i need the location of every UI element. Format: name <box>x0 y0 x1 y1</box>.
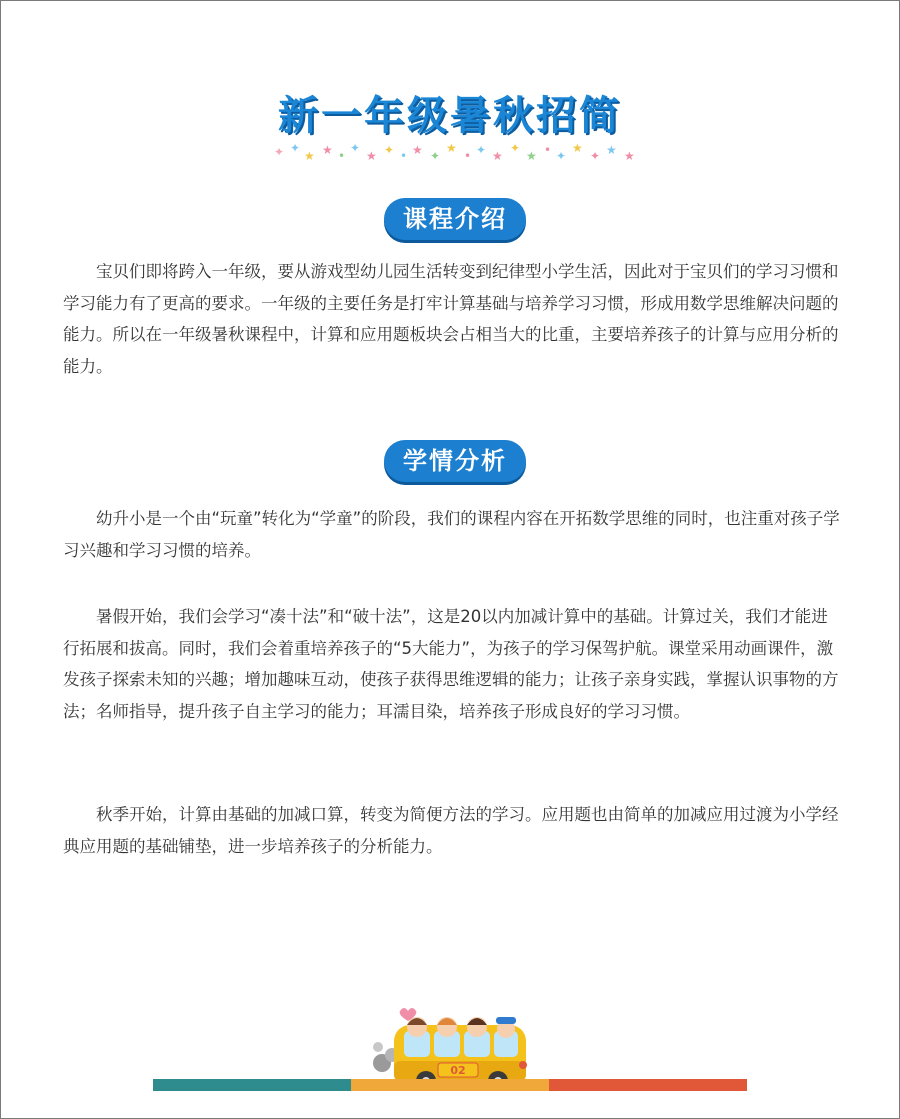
section-heading-course-intro: 课程介绍 <box>384 198 526 240</box>
svg-text:★: ★ <box>304 149 315 163</box>
svg-text:•: • <box>338 149 346 163</box>
svg-text:★: ★ <box>526 149 537 163</box>
svg-text:★: ★ <box>322 143 333 157</box>
analysis-paragraph-2: 暑假开始，我们会学习“凑十法”和“破十法”，这是20以内加减计算中的基础。计算过关，我们才能进行拓展和拔高。同时，我们会着重培养孩子的“5大能力”，为孩子的学习保驾护航。课堂采用动画课件，激发孩子探索未知的兴趣；增加趣味互动，使孩子获得思维逻辑的能力；让孩子亲身实践，掌握认识事物的方法；名师指导，提升孩子自主学习的能力；耳濡目染，培养孩子形成良好的学习习惯。 <box>63 607 839 721</box>
decorative-stars <box>270 140 640 168</box>
svg-text:✦: ✦ <box>510 141 521 155</box>
svg-text:★: ★ <box>572 141 583 155</box>
svg-text:✦: ✦ <box>590 149 601 163</box>
svg-text:✦: ✦ <box>430 149 441 163</box>
analysis-paragraph-3: 秋季开始，计算由基础的加减口算，转变为简便方法的学习。应用题也由简单的加减应用过渡为小学经典应用题的基础铺垫，进一步培养孩子的分析能力。 <box>63 805 839 856</box>
svg-text:•: • <box>464 149 472 163</box>
analysis-paragraph-1: 幼升小是一个由“玩童”转化为“学童”的阶段，我们的课程内容在开拓数学思维的同时，也注重对孩子学习兴趣和学习习惯的培养。 <box>63 509 840 560</box>
svg-text:★: ★ <box>492 149 503 163</box>
svg-text:✦: ✦ <box>274 145 285 159</box>
svg-text:★: ★ <box>366 149 377 163</box>
section-heading-learning-analysis: 学情分析 <box>384 440 526 482</box>
svg-text:•: • <box>544 143 552 157</box>
svg-text:✦: ✦ <box>290 141 301 155</box>
course-intro-paragraph: 宝贝们即将跨入一年级，要从游戏型幼儿园生活转变到纪律型小学生活，因此对于宝贝们的学习习惯和学习能力有了更高的要求。一年级的主要任务是打牢计算基础与培养学习习惯，形成用数学思维解决问题的能力。所以在一年级暑秋课程中，计算和应用题板块会占相当大的比重，主要培养孩子的计算与应用分析的能力。 <box>63 262 839 376</box>
bus-number: 02 <box>450 1064 466 1077</box>
svg-text:★: ★ <box>606 143 617 157</box>
svg-text:★: ★ <box>446 141 457 155</box>
svg-text:★: ★ <box>412 143 423 157</box>
page-title: 新一年级暑秋招简 <box>278 93 622 139</box>
svg-text:•: • <box>400 149 408 163</box>
svg-text:✦: ✦ <box>476 143 487 157</box>
svg-text:★: ★ <box>624 149 635 163</box>
footer-bar-teal <box>153 1079 351 1091</box>
svg-text:✦: ✦ <box>384 143 395 157</box>
svg-text:✦: ✦ <box>350 141 361 155</box>
svg-text:✦: ✦ <box>556 149 567 163</box>
footer-bar-orange <box>351 1079 549 1091</box>
school-bus-illustration <box>368 1005 538 1089</box>
footer-bar-red <box>549 1079 747 1091</box>
